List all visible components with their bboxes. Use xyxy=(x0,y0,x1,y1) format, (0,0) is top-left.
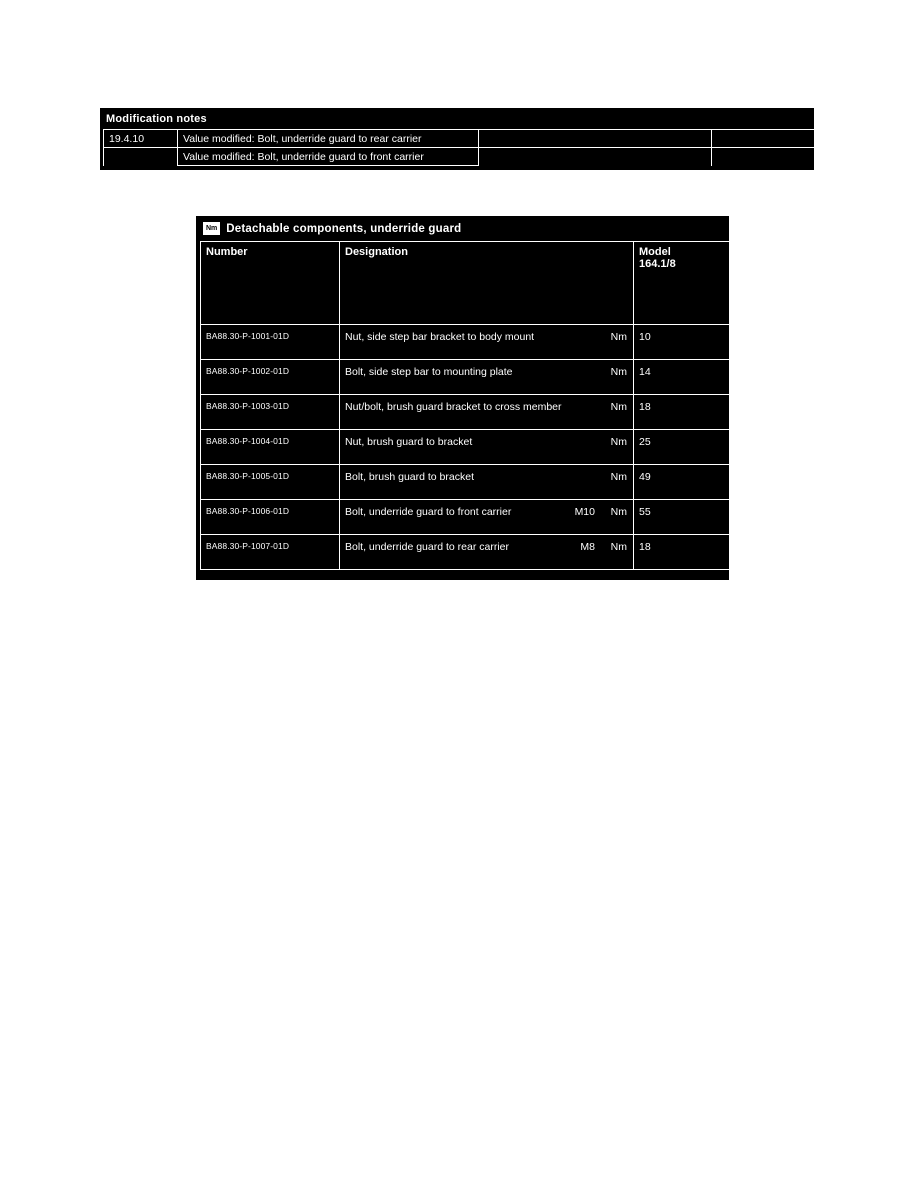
designation-text: Bolt, side step bar to mounting plate xyxy=(345,366,513,378)
table-row xyxy=(201,500,745,535)
part-designation xyxy=(340,325,634,360)
mod-note-date: 19.4.10 xyxy=(104,130,178,148)
torque-unit: Nm xyxy=(610,471,627,483)
designation-text: Nut, side step bar bracket to body mount xyxy=(345,331,535,343)
table-header-row xyxy=(201,242,745,325)
designation-text: Bolt, underride guard to rear carrier xyxy=(345,541,509,553)
torque-value: 10 xyxy=(634,325,745,360)
torque-value: 18 xyxy=(634,535,745,570)
table-row xyxy=(201,395,745,430)
specification-block xyxy=(196,216,729,580)
part-number: BA88.30-P-1007-01D xyxy=(201,535,340,570)
part-number: BA88.30-P-1004-01D xyxy=(201,430,340,465)
part-number: BA88.30-P-1006-01D xyxy=(201,500,340,535)
table-row xyxy=(201,465,745,500)
part-designation xyxy=(340,395,634,430)
torque-unit: Nm xyxy=(610,541,627,553)
table-row xyxy=(201,535,745,570)
part-designation xyxy=(340,535,634,570)
mod-note-description: Value modified: Bolt, underride guard to rear carrier xyxy=(178,130,479,148)
torque-value: 25 xyxy=(634,430,745,465)
torque-value: 49 xyxy=(634,465,745,500)
designation-text: Nut, brush guard to bracket xyxy=(345,436,473,448)
designation-text: Bolt, underride guard to front carrier xyxy=(345,506,512,518)
mod-note-col-b xyxy=(479,130,712,148)
column-header-model xyxy=(634,242,745,325)
torque-value: 55 xyxy=(634,500,745,535)
modification-notes-title: Modification notes xyxy=(106,113,207,125)
designation-text: Nut/bolt, brush guard bracket to cross member xyxy=(345,401,562,413)
torque-unit: Nm xyxy=(610,366,627,378)
thread-size: M8 xyxy=(580,541,595,553)
part-number: BA88.30-P-1003-01D xyxy=(201,395,340,430)
mod-note-date xyxy=(104,148,178,166)
table-row xyxy=(201,360,745,395)
table-row xyxy=(201,325,745,360)
specification-title: Detachable components, underride guard xyxy=(226,222,462,235)
column-header-model-line2: 164.1/8 xyxy=(639,258,676,270)
column-header-model-line1: Model xyxy=(639,246,671,258)
part-number: BA88.30-P-1002-01D xyxy=(201,360,340,395)
mod-note-col-b xyxy=(479,148,712,166)
thread-size: M10 xyxy=(574,506,595,518)
torque-value: 14 xyxy=(634,360,745,395)
part-number: BA88.30-P-1001-01D xyxy=(201,325,340,360)
column-header-designation: Designation xyxy=(340,242,634,325)
torque-unit: Nm xyxy=(610,401,627,413)
part-designation xyxy=(340,430,634,465)
part-number: BA88.30-P-1005-01D xyxy=(201,465,340,500)
modification-notes-block xyxy=(100,108,814,170)
table-row xyxy=(104,130,850,148)
part-designation xyxy=(340,360,634,395)
mod-note-description: Value modified: Bolt, underride guard to front carrier xyxy=(178,148,479,166)
column-header-number: Number xyxy=(201,242,340,325)
table-row xyxy=(104,148,850,166)
specification-table xyxy=(200,241,745,570)
torque-unit: Nm xyxy=(610,506,627,518)
designation-text: Bolt, brush guard to bracket xyxy=(345,471,474,483)
part-designation xyxy=(340,500,634,535)
torque-unit: Nm xyxy=(610,331,627,343)
torque-value: 18 xyxy=(634,395,745,430)
mod-note-col-c xyxy=(712,148,850,166)
modification-notes-table xyxy=(103,129,850,166)
part-designation xyxy=(340,465,634,500)
mod-note-col-c xyxy=(712,130,850,148)
torque-unit-icon: Nm xyxy=(203,222,220,235)
torque-unit: Nm xyxy=(610,436,627,448)
specification-title-row xyxy=(196,216,729,241)
table-row xyxy=(201,430,745,465)
